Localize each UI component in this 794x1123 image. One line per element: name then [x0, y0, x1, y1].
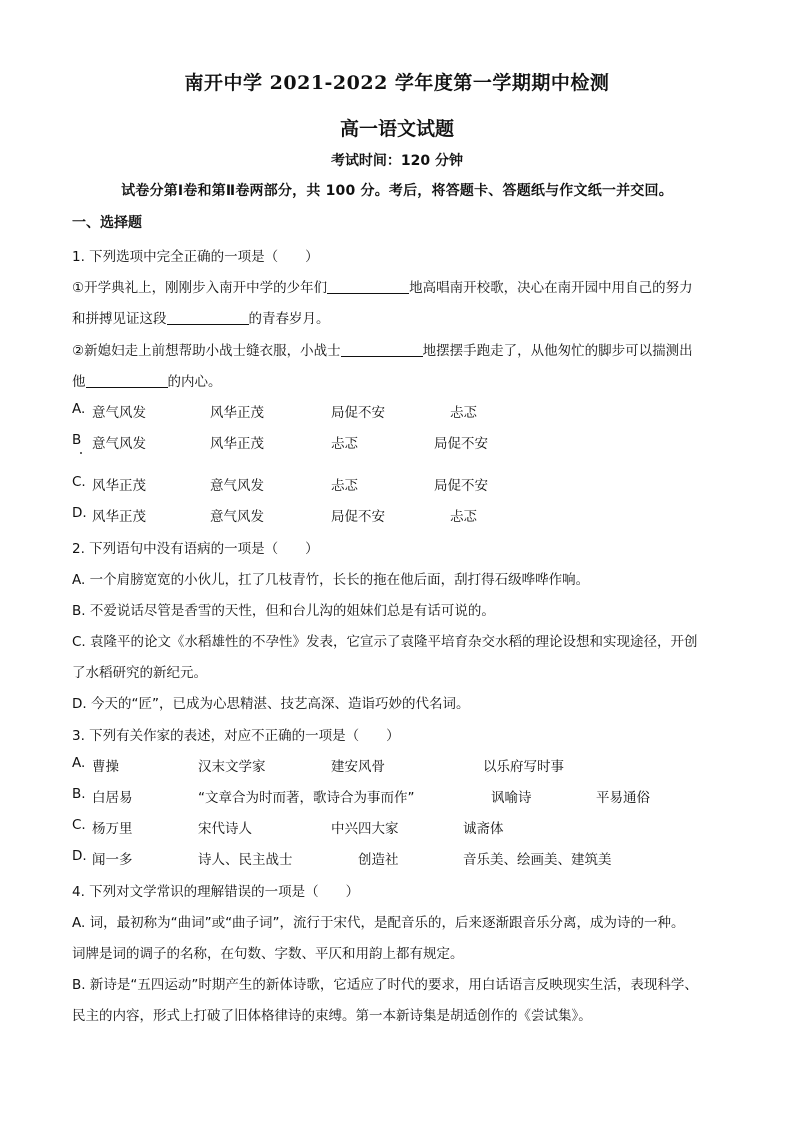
option-label: B. — [72, 786, 86, 802]
answer-blank — [341, 342, 423, 357]
q1-s1-text-b: 地高唱南开校歌，决心在南开园中用自己的努力 — [409, 280, 693, 296]
option-cell: 诗人、民主战士 — [198, 852, 293, 868]
option-cell: 忐忑 — [331, 478, 358, 494]
q1-s1-text-a: ①开学典礼上，刚刚步入南开中学的少年们 — [72, 280, 328, 296]
answer-blank — [167, 310, 249, 325]
exam-subtitle: 高一语文试题 — [339, 118, 454, 140]
option-cell: 局促不安 — [331, 509, 385, 525]
option-cell: 诚斋体 — [463, 821, 504, 837]
stray-dot — [80, 452, 82, 454]
q4-option-a-line1: A. 词，最初称为“曲词”或“曲子词”，流行于宋代，是配音乐的，后来逐渐跟音乐分离，成为诗的一种。 — [72, 915, 685, 931]
exam-time: 考试时间：120 分钟 — [330, 153, 464, 169]
option-cell: 创造社 — [358, 852, 399, 868]
option-cell: 局促不安 — [434, 478, 488, 494]
q3-stem: 3. 下列有关作家的表述，对应不正确的一项是（ ） — [72, 728, 400, 744]
option-cell: 意气风发 — [92, 436, 146, 452]
q4-option-b-line2: 民主的内容，形式上打破了旧体格律诗的束缚。第一本新诗集是胡适创作的《尝试集》。 — [72, 1008, 592, 1024]
q2-option-a: A. 一个肩膀宽宽的小伙儿，扛了几枝青竹，长长的拖在他后面，刮打得石级哗哗作响。 — [72, 572, 590, 588]
q1-option-a — [72, 401, 752, 421]
option-cell: 风华正茂 — [92, 478, 146, 494]
q2-stem: 2. 下列语句中没有语病的一项是（ ） — [72, 541, 319, 557]
option-cell: 曹操 — [92, 759, 119, 775]
exam-title: 南开中学 2021-2022 学年度第一学期期中检测 — [184, 72, 610, 94]
option-cell: 局促不安 — [331, 405, 385, 421]
q2-option-c-line1: C. 袁隆平的论文《水稻雄性的不孕性》发表，它宣示了袁隆平培育杂交水稻的理论设想和实现途径，开创 — [72, 634, 698, 650]
q2-option-c-line2: 了水稻研究的新纪元。 — [72, 665, 207, 681]
option-cell: 闻一多 — [92, 852, 133, 868]
option-cell: 建安风骨 — [331, 759, 385, 775]
option-label: B — [72, 432, 82, 448]
q1-stem: 1. 下列选项中完全正确的一项是（ ） — [72, 249, 319, 265]
option-cell: 风华正茂 — [210, 405, 264, 421]
answer-blank — [327, 279, 409, 294]
option-cell: 风华正茂 — [210, 436, 264, 452]
option-cell: 汉末文学家 — [198, 759, 266, 775]
option-cell: 宋代诗人 — [198, 821, 252, 837]
option-cell: 平易通俗 — [596, 790, 650, 806]
q1-s2-text-d: 的内心。 — [167, 374, 222, 390]
option-cell: 讽喻诗 — [491, 790, 532, 806]
option-cell: 局促不安 — [434, 436, 488, 452]
option-cell: 以乐府写时事 — [483, 759, 564, 775]
option-cell: 忐忑 — [450, 405, 477, 421]
option-cell: 音乐美、绘画美、建筑美 — [463, 852, 612, 868]
q4-option-b-line1: B. 新诗是“五四运动”时期产生的新体诗歌，它适应了时代的要求，用白话语言反映现实生活，表现科学、 — [72, 977, 698, 993]
q1-option-d — [72, 505, 752, 525]
q4-option-a-line2: 词牌是词的调子的名称，在句数、字数、平仄和用韵上都有规定。 — [72, 946, 464, 962]
option-cell: 杨万里 — [92, 821, 133, 837]
q1-s2-text-b: 地摆摆手跑走了，从他匆忙的脚步可以揣测出 — [422, 343, 693, 359]
option-cell: 忐忑 — [450, 509, 477, 525]
option-label: C. — [72, 474, 86, 490]
q3-option-c — [72, 817, 752, 837]
q3-option-d — [72, 848, 752, 868]
q2-option-d: D. 今天的“匠”，已成为心思精湛、技艺高深、造诣巧妙的代名词。 — [72, 696, 470, 712]
option-cell: 意气风发 — [210, 509, 264, 525]
q1-s2-text-c: 他 — [72, 374, 86, 390]
q1-sentence1-line2 — [72, 307, 330, 327]
q1-s1-text-d: 的青春岁月。 — [248, 311, 330, 327]
q4-stem: 4. 下列对文学常识的理解错误的一项是（ ） — [72, 884, 360, 900]
option-cell: “文章合为时而著，歌诗合为事而作” — [198, 790, 415, 806]
option-label: C. — [72, 817, 86, 833]
q3-option-b — [72, 786, 752, 806]
answer-blank — [86, 373, 168, 388]
q3-option-a — [72, 755, 752, 775]
option-cell: 中兴四大家 — [331, 821, 399, 837]
option-label: A. — [72, 755, 86, 771]
q1-option-c — [72, 474, 752, 494]
q1-sentence2-line2 — [72, 370, 222, 390]
option-label: D. — [72, 848, 87, 864]
section-heading: 一、选择题 — [72, 215, 142, 231]
q1-option-b — [72, 432, 752, 452]
exam-instructions: 试卷分第Ⅰ卷和第Ⅱ卷两部分，共 100 分。考后，将答题卡、答题纸与作文纸一并交回。 — [121, 183, 673, 199]
q1-sentence2-line1 — [72, 339, 693, 359]
option-cell: 风华正茂 — [92, 509, 146, 525]
q1-s2-text-a: ②新媳妇走上前想帮助小战士缝衣服，小战士 — [72, 343, 341, 359]
option-label: D. — [72, 505, 87, 521]
option-cell: 意气风发 — [92, 405, 146, 421]
q2-option-b: B. 不爱说话尽管是香雪的天性，但和台儿沟的姐妹们总是有话可说的。 — [72, 603, 495, 619]
option-cell: 白居易 — [92, 790, 133, 806]
q1-sentence1-line1 — [72, 276, 693, 296]
option-label: A. — [72, 401, 86, 417]
option-cell: 意气风发 — [210, 478, 264, 494]
option-cell: 忐忑 — [331, 436, 358, 452]
q1-s1-text-c: 和拼搏见证这段 — [72, 311, 167, 327]
